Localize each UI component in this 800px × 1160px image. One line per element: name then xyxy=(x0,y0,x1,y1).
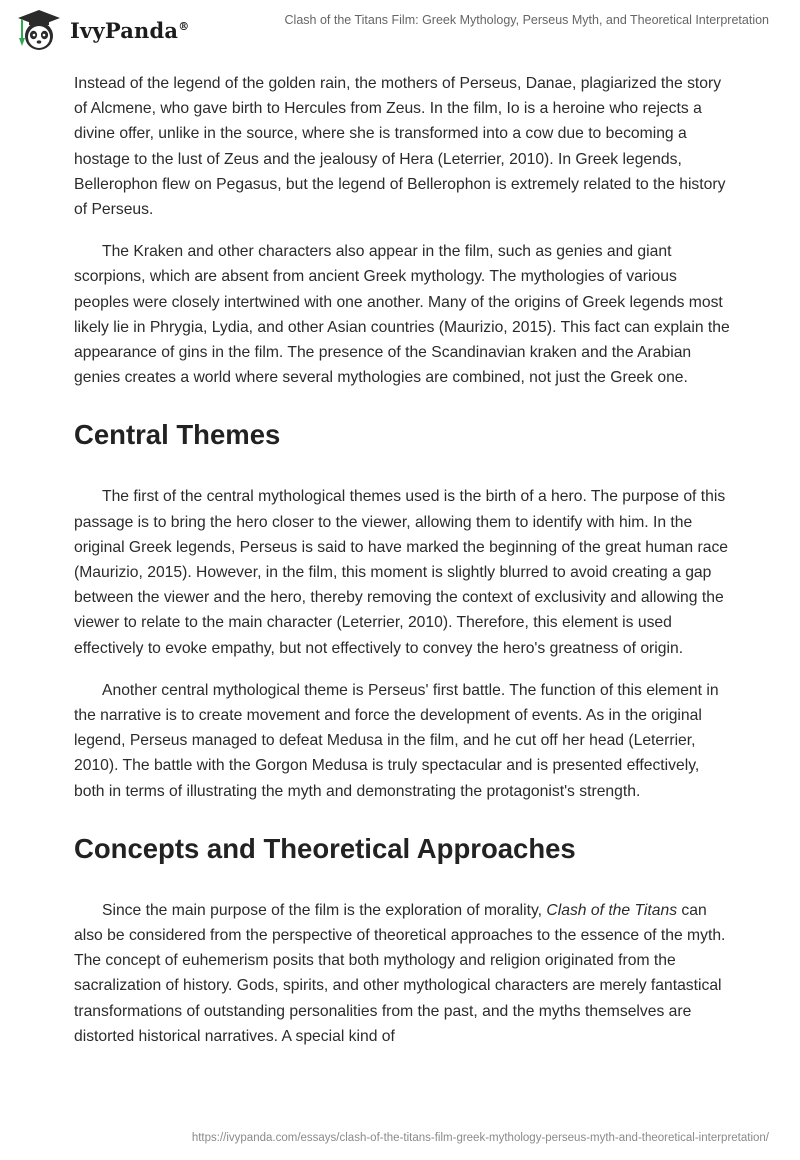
source-url[interactable]: https://ivypanda.com/essays/clash-of-the-titans-film-greek-mythology-perseus-myth-and-theoretical-interpretation/ xyxy=(191,1132,769,1144)
paragraph: Instead of the legend of the golden rain, the mothers of Perseus, Danae, plagiarized the story of Alcmene, who gave birth to Hercules from Zeus. In the film, Io is a heroine who rejects a divine offer, unlike in the source, where she is transformed into a cow due to becoming a hostage to the lust of Zeus and the jealousy of Hera (Leterrier, 2010). In Greek legends, Bellerophon flew on Pegasus, but the legend of Bellerophon is extremely related to the history of Perseus. xyxy=(74,75,726,219)
paragraph: The Kraken and other characters also appear in the film, such as genies and giant scorpions, which are absent from ancient Greek mythology. The mythologies of various peoples were closely intertwined with one another. Many of the origins of Greek legends most likely lie in Phrygia, Lydia, and other Asian countries (Maurizio, 2015). This fact can explain the appearance of gins in the film. The presence of the Scandinavian kraken and the Arabian genies creates a world where several mythologies are combined, not just the Greek one. xyxy=(74,243,730,387)
paragraph: Since the main purpose of the film is the exploration of morality, Clash of the Titans can also be considered from the perspective of theoretical approaches to the essence of the myth. The concept of euhemerism posits that both mythology and religion originated from the sacralization of history. Gods, spirits, and other mythological characters are merely fantastical transformations of outstanding personalities from the past, and the myths themselves are distorted historical narratives. A special kind of xyxy=(74,901,726,1045)
paragraph: The first of the central mythological themes used is the birth of a hero. The purpose of this passage is to bring the hero closer to the viewer, allowing them to identify with him. In the original Greek legends, Perseus is said to have marked the beginning of the great human race (Maurizio, 2015). However, in the film, this moment is slightly blurred to avoid creating a gap between the viewer and the hero, thereby removing the context of exclusivity and allowing the viewer to relate to the main character (Leterrier, 2010). Therefore, this element is used effectively to evoke empathy, but not effectively to convey the hero's greatness of origin. xyxy=(74,488,729,657)
page-header xyxy=(0,0,800,60)
section-heading-central-themes: Central Themes xyxy=(74,419,281,451)
essay-body xyxy=(74,71,730,1066)
film-title-emphasis: Clash of the Titans xyxy=(546,901,678,919)
document-title: Clash of the Titans Film: Greek Mythology, Perseus Myth, and Theoretical Interpretation xyxy=(284,13,769,27)
section-heading-concepts: Concepts and Theoretical Approaches xyxy=(74,832,576,864)
panda-graduate-icon xyxy=(14,8,64,52)
brand-name: IvyPanda® xyxy=(70,17,190,43)
ivypanda-logo[interactable] xyxy=(14,8,189,52)
paragraph: Another central mythological theme is Perseus' first battle. The function of this element in the narrative is to create movement and force the development of events. As in the original legend, Perseus managed to defeat Medusa in the film, and he cut off her head (Leterrier, 2010). The battle with the Gorgon Medusa is truly spectacular and is presented effectively, both in terms of illustrating the myth and demonstrating the protagonist's strength. xyxy=(74,681,719,800)
